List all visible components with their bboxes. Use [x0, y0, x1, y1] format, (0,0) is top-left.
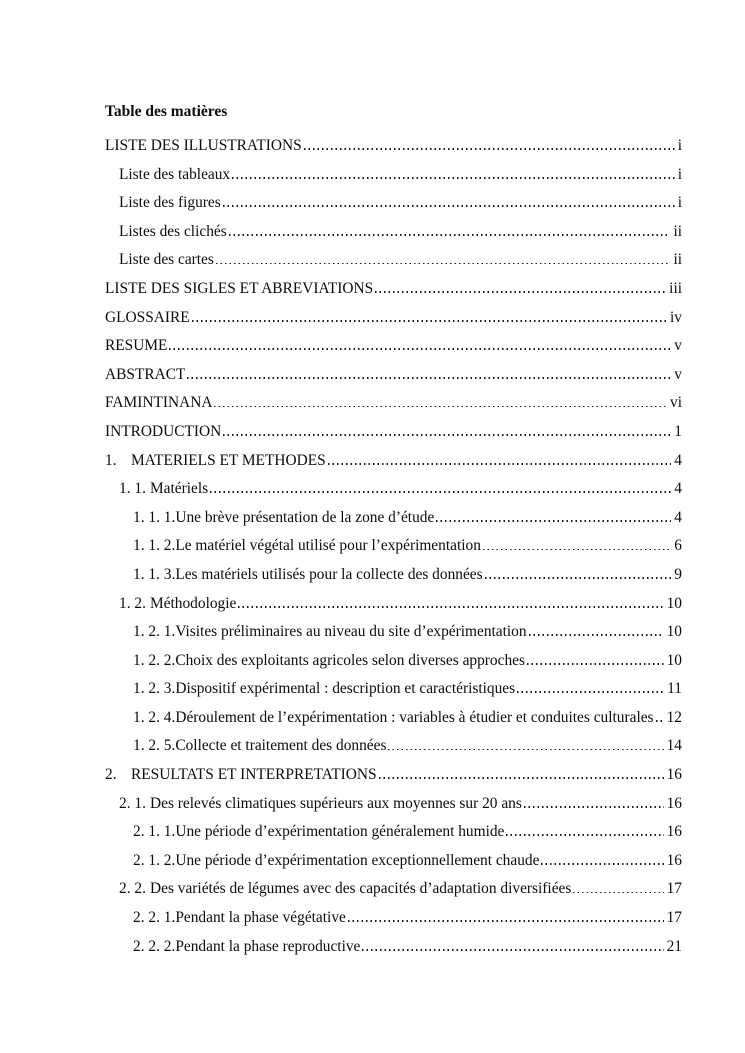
toc-entry-number: 2. 2.	[119, 880, 146, 898]
toc-entry-label: Choix des exploitants agricoles selon diverses approches	[175, 651, 525, 669]
toc-entry-page: 4	[674, 480, 682, 498]
toc-entry-number: 2. 2. 1.	[133, 909, 176, 927]
dot-leader	[328, 463, 672, 465]
dot-leader	[229, 234, 671, 236]
toc-entry-page: 16	[666, 794, 682, 812]
toc-entry-page: 10	[666, 623, 682, 641]
dot-leader	[506, 834, 663, 836]
toc-entry-page: v	[674, 337, 682, 355]
toc-entry-page: 11	[667, 680, 682, 698]
toc-entry-label: Des variétés de légumes avec des capacités d’adaptation diversifiées	[150, 880, 572, 898]
toc-list	[105, 132, 682, 961]
dot-leader	[436, 520, 671, 522]
toc-entry-label: Listes des clichés	[119, 222, 227, 240]
dot-leader	[216, 263, 671, 265]
toc-entry	[105, 275, 682, 304]
dot-leader	[192, 320, 667, 322]
toc-entry-number: 1. 2. 5.	[133, 737, 176, 755]
toc-entry	[133, 732, 682, 761]
dot-leader	[573, 892, 663, 894]
toc-entry-number: 1. 1. 3.	[133, 565, 176, 583]
toc-entry	[133, 933, 682, 962]
toc-entry-page: 9	[674, 565, 682, 583]
toc-entry-label: Liste des figures	[119, 194, 221, 212]
dot-leader	[169, 348, 671, 350]
dot-leader	[379, 777, 664, 779]
toc-entry-page: 4	[674, 451, 682, 469]
dot-leader	[524, 806, 664, 808]
toc-entry-number: 1. 1. 1.	[133, 508, 176, 526]
toc-entry	[105, 132, 682, 161]
toc-entry	[133, 818, 682, 847]
toc-entry-label: RESUME	[105, 337, 168, 355]
toc-entry-page: 16	[666, 823, 682, 841]
toc-entry-page: vi	[670, 394, 682, 412]
dot-leader	[210, 491, 671, 493]
toc-entry	[133, 704, 682, 733]
toc-entry-number: 2. 1.	[119, 794, 146, 812]
toc-entry-page: v	[674, 365, 682, 383]
toc-entry-label: GLOSSAIRE	[105, 308, 190, 326]
toc-entry	[105, 389, 682, 418]
dot-leader	[485, 577, 672, 579]
dot-leader	[541, 863, 663, 865]
toc-entry-page: 6	[674, 537, 682, 555]
toc-entry-number: 2. 1. 1.	[133, 823, 176, 841]
toc-entry	[119, 189, 682, 218]
toc-entry	[105, 447, 682, 476]
toc-entry-label: Le matériel végétal utilisé pour l’expérimentation	[175, 537, 481, 555]
toc-entry-page: 21	[666, 937, 682, 955]
dot-leader	[348, 920, 664, 922]
toc-entry	[105, 761, 682, 790]
toc-entry	[119, 875, 682, 904]
toc-entry-page: i	[677, 165, 682, 183]
toc-entry	[105, 361, 682, 390]
toc-entry-label: LISTE DES SIGLES ET ABREVIATIONS	[105, 279, 374, 297]
dot-leader	[187, 377, 671, 379]
toc-entry	[105, 304, 682, 333]
toc-entry	[133, 561, 682, 590]
dot-leader	[375, 291, 666, 293]
toc-entry-page: 14	[666, 737, 682, 755]
toc-entry-label: ABSTRACT	[105, 365, 186, 383]
dot-leader	[656, 720, 664, 722]
toc-entry-number: 1. 1.	[119, 480, 146, 498]
toc-entry-label: Visites préliminaires au niveau du site d’expérimentation	[175, 623, 527, 641]
toc-entry-page: 16	[666, 766, 682, 784]
dot-leader	[223, 434, 671, 436]
toc-entry-number: 1. 1. 2.	[133, 537, 176, 555]
toc-entry-number: 1. 2. 1.	[133, 623, 176, 641]
toc-entry-page: ii	[673, 222, 682, 240]
toc-entry	[133, 904, 682, 933]
toc-entry-label: Une brève présentation de la zone d’étude	[175, 508, 435, 526]
toc-entry-label: INTRODUCTION	[105, 422, 222, 440]
toc-entry-label: Liste des cartes	[119, 251, 214, 269]
dot-leader	[527, 663, 664, 665]
toc-entry-page: 10	[666, 651, 682, 669]
dot-leader	[304, 148, 675, 150]
toc-entry	[133, 647, 682, 676]
toc-entry-label: FAMINTINANA	[105, 394, 213, 412]
dot-leader	[238, 606, 663, 608]
toc-entry-label: Matériels	[150, 480, 209, 498]
toc-content	[105, 101, 682, 961]
dot-leader	[232, 177, 675, 179]
toc-entry-label: LISTE DES ILLUSTRATIONS	[105, 137, 302, 154]
toc-entry-label: Liste des tableaux	[119, 165, 231, 183]
toc-entry	[133, 504, 682, 533]
toc-entry	[105, 332, 682, 361]
dot-leader	[529, 634, 664, 636]
toc-entry-page: 10	[666, 594, 682, 612]
toc-entry-page: ii	[673, 251, 682, 269]
toc-entry-number: 1. 2.	[119, 594, 146, 612]
dot-leader	[388, 749, 663, 751]
toc-title: Table des matières	[105, 103, 228, 120]
toc-entry-page: 4	[674, 508, 682, 526]
toc-entry-number: 2. 2. 2.	[133, 937, 176, 955]
toc-entry-number: 1. 2. 4.	[133, 708, 176, 726]
toc-entry-page: 17	[666, 909, 682, 927]
toc-entry-page: iv	[670, 308, 682, 326]
toc-entry-label: Collecte et traitement des données	[175, 737, 387, 755]
toc-entry-number: 1. 2. 3.	[133, 680, 176, 698]
toc-entry-number: 1.	[105, 451, 117, 469]
toc-entry-number: 1. 2. 2.	[133, 651, 176, 669]
dot-leader	[223, 205, 675, 207]
toc-entry-page: 1	[674, 422, 682, 440]
dot-leader	[214, 406, 667, 408]
toc-entry	[119, 590, 682, 619]
toc-entry-page: 16	[666, 851, 682, 869]
toc-entry	[119, 161, 682, 190]
toc-entry-page: i	[677, 194, 682, 212]
toc-entry	[133, 675, 682, 704]
toc-entry-label: Une période d’expérimentation généralement humide	[175, 823, 505, 841]
toc-entry-label: Dispositif expérimental : description et caractéristiques	[175, 680, 516, 698]
toc-entry-label: Pendant la phase végétative	[175, 909, 346, 927]
toc-entry	[119, 246, 682, 275]
toc-entry-label: Des relevés climatiques supérieurs aux moyennes sur 20 ans	[150, 794, 522, 812]
toc-entry	[133, 618, 682, 647]
toc-entry-label: Déroulement de l’expérimentation : variables à étudier et conduites culturales	[175, 708, 654, 726]
toc-entry-label: Méthodologie	[150, 594, 237, 612]
toc-entry-label: Les matériels utilisés pour la collecte des données	[175, 565, 483, 583]
toc-entry-label: RESULTATS ET INTERPRETATIONS	[131, 766, 377, 784]
toc-entry	[133, 532, 682, 561]
dot-leader	[517, 691, 664, 693]
toc-entry	[119, 790, 682, 819]
toc-entry-number: 2.	[105, 766, 117, 784]
toc-entry-page: iii	[669, 279, 682, 297]
toc-entry	[119, 475, 682, 504]
toc-entry	[105, 418, 682, 447]
toc-entry-page: i	[677, 137, 682, 154]
toc-entry-number: 2. 1. 2.	[133, 851, 176, 869]
toc-entry	[133, 847, 682, 876]
dot-leader	[483, 549, 671, 551]
toc-entry	[119, 218, 682, 247]
toc-entry-label: MATERIELS ET METHODES	[131, 451, 326, 469]
dot-leader	[362, 949, 663, 951]
toc-entry-page: 17	[666, 880, 682, 898]
toc-entry-label: Pendant la phase reproductive	[175, 937, 361, 955]
toc-entry-label: Une période d’expérimentation exceptionnellement chaude	[175, 851, 540, 869]
toc-entry-page: 12	[666, 708, 682, 726]
